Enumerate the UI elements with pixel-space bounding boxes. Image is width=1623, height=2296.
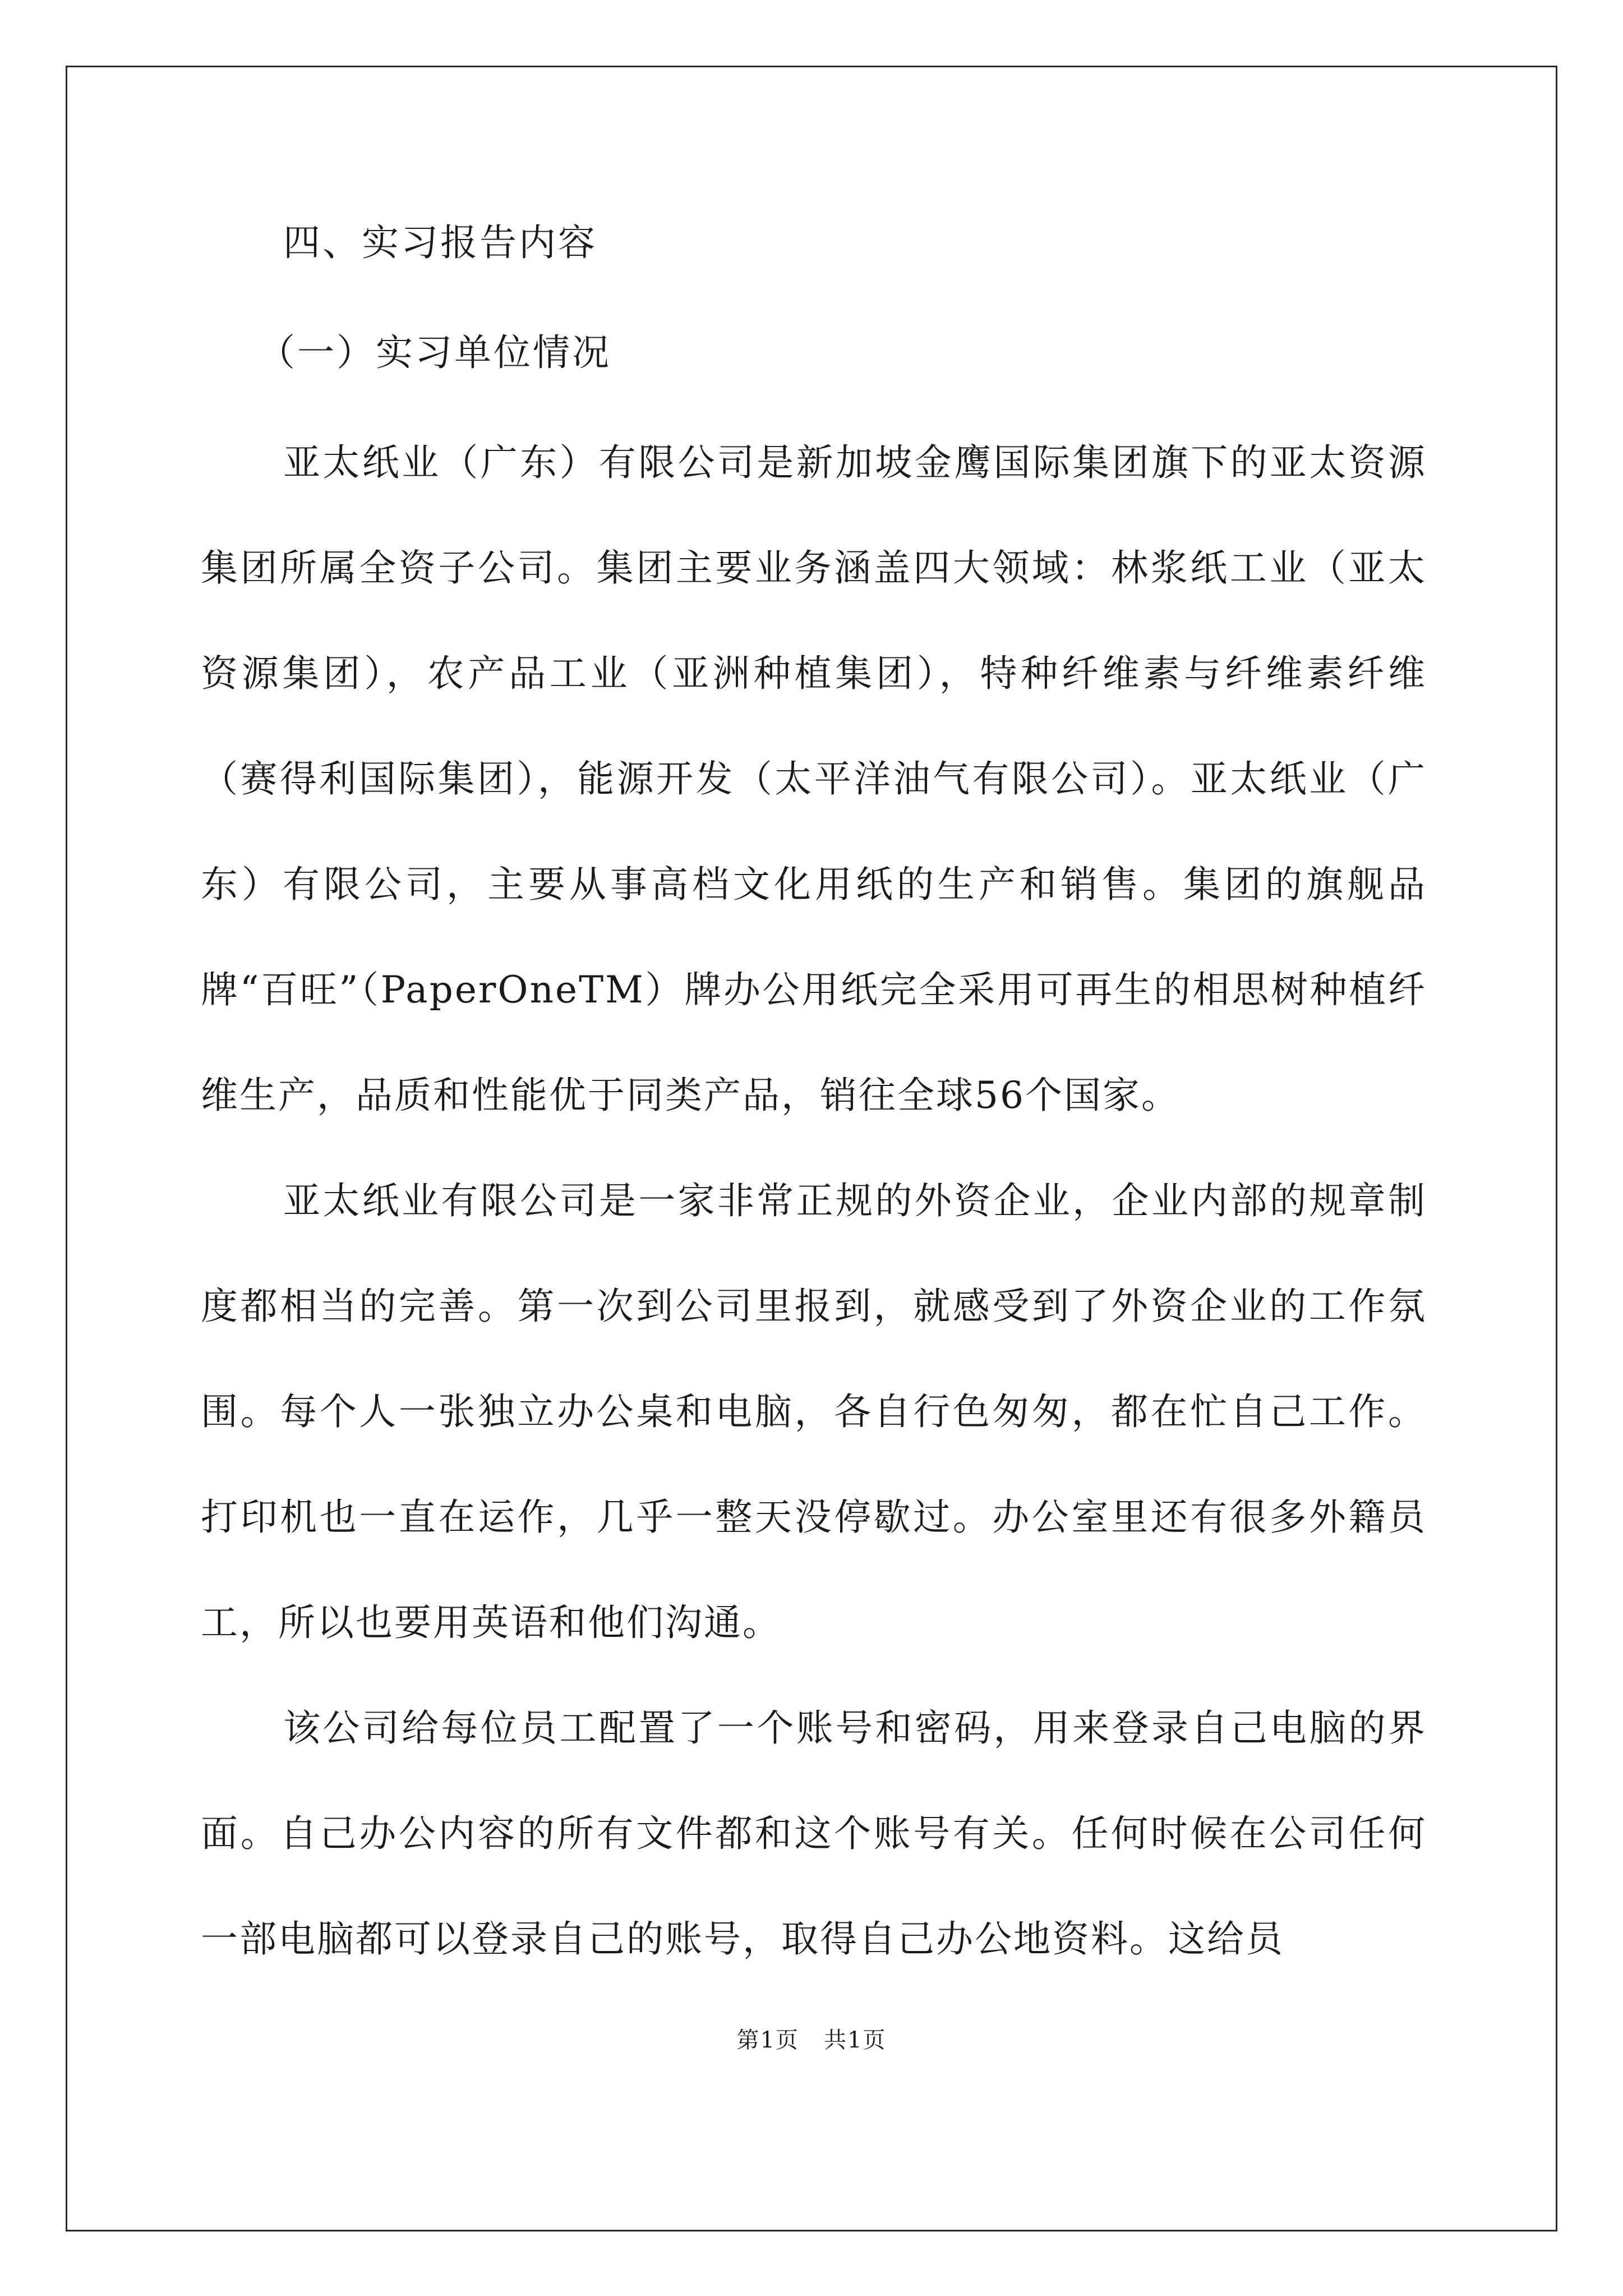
document-body [201,215,1427,1992]
page-footer: 第1页 共1页 [736,2027,887,2053]
paragraph-account-system: 该公司给每位员工配置了一个账号和密码，用来登录自己电脑的界面。自己办公内容的所有文件都和这个账号有关。任何时候在公司任何一部电脑都可以登录自己的账号，取得自己办公地资料。这给员 [201,1706,1427,1961]
paragraph-work-environment: 亚太纸业有限公司是一家非常正规的外资企业，企业内部的规章制度都相当的完善。第一次到公司里报到，就感受到了外资企业的工作氛围。每个人一张独立办公桌和电脑，各自行色匆匆，都在忙自己工作。打印机也一直在运作，几乎一整天没停歇过。办公室里还有很多外籍员工，所以也要用英语和他们沟通。 [201,1179,1427,1644]
paragraph-company-intro: 亚太纸业（广东）有限公司是新加坡金鹰国际集团旗下的亚太资源集团所属全资子公司。集团主要业务涵盖四大领域：林浆纸工业（亚太资源集团），农产品工业（亚洲种植集团），特种纤维素与纤维素纤维（赛得利国际集团），能源开发（太平洋油气有限公司）。亚太纸业（广东）有限公司，主要从事高档文化用纸的生产和销售。集团的旗舰品牌“百旺”（PaperOneTM）牌办公用纸完全采用可再生的相思树种植纤维生产，品质和性能优于同类产品，销往全球56个国家。 [201,441,1427,1117]
subsection-heading: （一）实习单位情况 [258,331,611,374]
section-heading: 四、实习报告内容 [283,221,597,264]
